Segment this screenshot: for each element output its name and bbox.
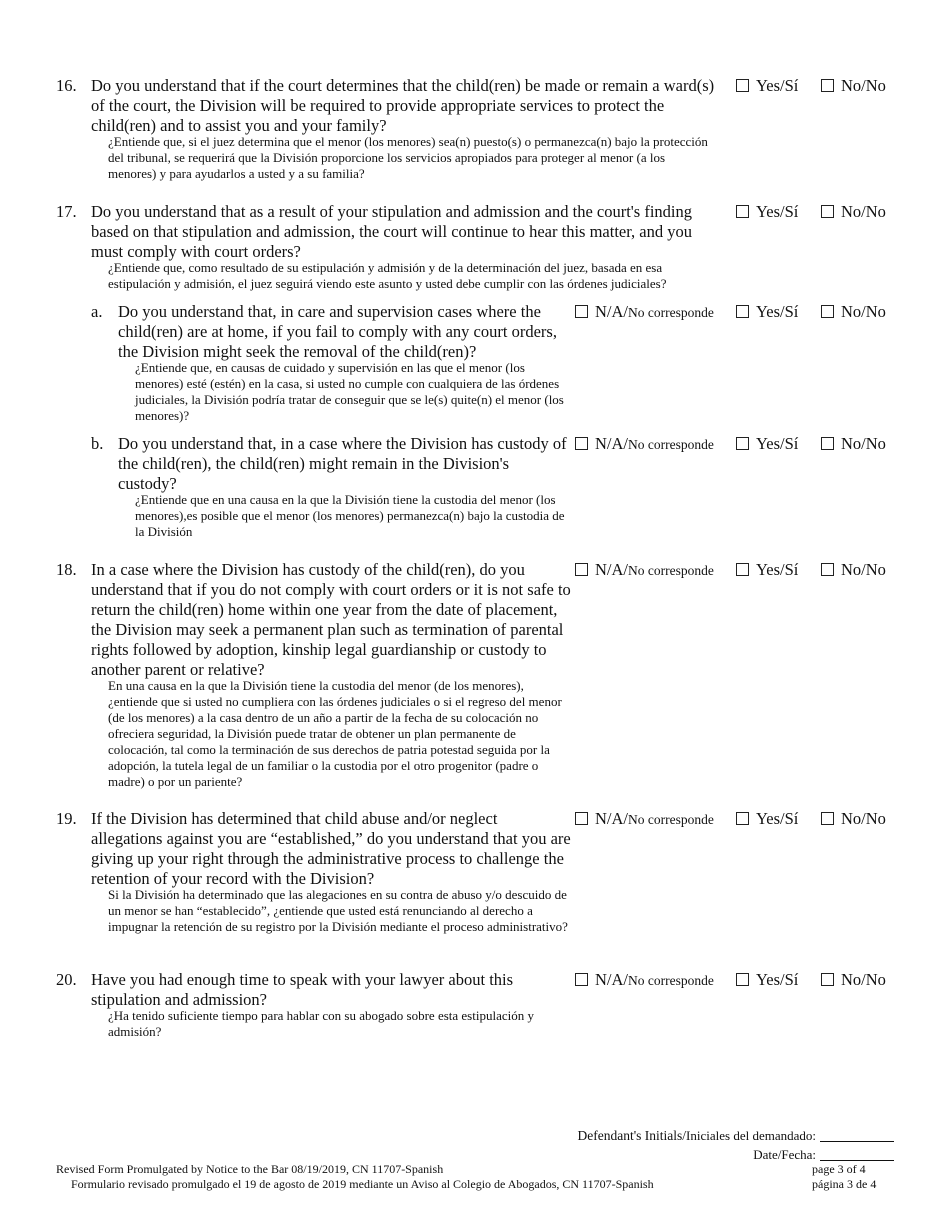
no-checkbox[interactable]: No/No [821,76,886,96]
question-number: 19. [56,809,77,828]
form-revision-note [56,1162,654,1192]
checkbox-icon[interactable] [821,79,834,92]
no-checkbox[interactable]: No/No [821,434,886,454]
yes-checkbox[interactable]: Yes/Sí [736,970,798,990]
initials-input-line[interactable] [820,1129,894,1142]
question-text-es: ¿Entiende que en una causa en la que la División tiene la custodia del menor (los menores),es posible que el menor (los menores) permanezca(n) bajo la custodia de la División [135,492,565,539]
question-text-en: Do you understand that, in care and supervision cases where the child(ren) are at home, if you fail to comply with any court orders, the Division might seek the removal of the child(ren)? [118,302,557,361]
yes-checkbox[interactable]: Yes/Sí [736,76,798,96]
yes-checkbox[interactable]: Yes/Sí [736,809,798,829]
checkbox-icon[interactable] [736,79,749,92]
question-text-es: ¿Entiende que, si el juez determina que el menor (los menores) sea(n) puesto(s) o permanezca(n) bajo la protección del tribunal, se requerirá que la División proporcione los servicios apropiados para proteger al menor (a los menores) y para ayudarlos a usted y a su familia? [108,134,708,181]
question-text-en: Do you understand that as a result of your stipulation and admission and the court's finding based on that stipulation and admission, the court will continue to hear this matter, and you must comply with court orders? [91,202,693,261]
question-text-es: ¿Ha tenido suficiente tiempo para hablar con su abogado sobre esta estipulación y admisión? [108,1008,534,1039]
no-checkbox[interactable]: No/No [821,560,886,580]
page-number-es: página 3 de 4 [812,1177,877,1191]
checkbox-icon[interactable] [821,437,834,450]
checkbox-icon[interactable] [821,563,834,576]
na-checkbox[interactable]: N/A/No corresponde [575,302,714,323]
checkbox-icon[interactable] [821,973,834,986]
checkbox-icon[interactable] [575,812,588,825]
no-checkbox[interactable]: No/No [821,809,886,829]
checkbox-icon[interactable] [736,973,749,986]
checkbox-icon[interactable] [736,305,749,318]
checkbox-icon[interactable] [821,205,834,218]
question-text-en: Have you had enough time to speak with your lawyer about this stipulation and admission? [91,970,514,1009]
sub-question-label: a. [91,302,103,321]
yes-checkbox[interactable]: Yes/Sí [736,560,798,580]
checkbox-icon[interactable] [575,973,588,986]
question-text-en: In a case where the Division has custody of the child(ren), do you understand that if you do not comply with court orders or it is not safe to return the child(ren) home within one year from the date of placement, the Division may seek a permanent plan such as termination of parental rights followed by adoption, kinship legal guardianship or custody to another parent or relative? [91,560,571,679]
no-checkbox[interactable]: No/No [821,302,886,322]
sub-question-label: b. [91,434,104,453]
no-checkbox[interactable]: No/No [821,970,886,990]
initials-field: Defendant's Initials/Iniciales del demandado: [578,1128,894,1144]
checkbox-icon[interactable] [821,305,834,318]
checkbox-icon[interactable] [736,563,749,576]
checkbox-icon[interactable] [575,305,588,318]
question-text-en: Do you understand that if the court determines that the child(ren) be made or remain a ward(s) of the court, the Division will be required to provide appropriate services to protect the child(ren) and to assist you and your family? [91,76,715,135]
checkbox-icon[interactable] [736,205,749,218]
checkbox-icon[interactable] [575,563,588,576]
question-text-es: Si la División ha determinado que las alegaciones en su contra de abuso y/o descuido de un menor se han “establecido”, ¿entiende que usted está renunciando al derecho a impugnar la retención de su registro por la División mediante el proceso administrativo? [108,887,568,934]
page-number [812,1162,876,1192]
date-field: Date/Fecha: [753,1147,894,1163]
question-text-es: En una causa en la que la División tiene la custodia del menor (de los menores), ¿entiende que si usted no cumpliera con las órdenes judiciales o si el regreso del menor (de los menores) a la casa dentro de un año a partir de la fecha de su colocación no ofreciera seguridad, la División puede tratar de obtener un plan permanente de colocación, tal como la terminación de sus derechos de patria potestad seguida por la adopción, la tutela legal de un familiar o la custodia por el otro progenitor (padre o madre) o por un pariente? [108,678,562,789]
question-text-es: ¿Entiende que, como resultado de su estipulación y admisión y de la determinación del juez, basada en esa estipulación y admisión, el juez seguirá viendo este asunto y usted debe cumplir con las órdenes judiciales? [108,260,667,291]
na-checkbox[interactable]: N/A/No corresponde [575,434,714,455]
yes-checkbox[interactable]: Yes/Sí [736,202,798,222]
question-text-en: Do you understand that, in a case where the Division has custody of the child(ren), the child(ren) might remain in the Division's custody? [118,434,567,493]
page-number-en: page 3 of 4 [812,1162,866,1176]
na-checkbox[interactable]: N/A/No corresponde [575,560,714,581]
question-text-es: ¿Entiende que, en causas de cuidado y supervisión en las que el menor (los menores) esté (estén) en la casa, si usted no cumple con cualquiera de las órdenes judiciales, la División podría tratar de conseguir que se le(s) quite(n) el menor (los menores)? [135,360,564,423]
checkbox-icon[interactable] [821,812,834,825]
question-number: 18. [56,560,77,579]
yes-checkbox[interactable]: Yes/Sí [736,434,798,454]
no-checkbox[interactable]: No/No [821,202,886,222]
question-number: 20. [56,970,77,989]
checkbox-icon[interactable] [575,437,588,450]
yes-checkbox[interactable]: Yes/Sí [736,302,798,322]
question-number: 16. [56,76,77,95]
na-checkbox[interactable]: N/A/No corresponde [575,809,714,830]
na-checkbox[interactable]: N/A/No corresponde [575,970,714,991]
question-number: 17. [56,202,77,221]
checkbox-icon[interactable] [736,437,749,450]
date-input-line[interactable] [820,1148,894,1161]
checkbox-icon[interactable] [736,812,749,825]
revision-text-en: Revised Form Promulgated by Notice to the Bar 08/19/2019, CN 11707-Spanish [56,1162,444,1176]
revision-text-es: Formulario revisado promulgado el 19 de agosto de 2019 mediante un Aviso al Colegio de Abogados, CN 11707-Spanish [71,1177,654,1191]
question-text-en: If the Division has determined that child abuse and/or neglect allegations against you are “established,” do you understand that you are giving up your right through the administrative process to challenge the retention of your record with the Division? [91,809,571,888]
